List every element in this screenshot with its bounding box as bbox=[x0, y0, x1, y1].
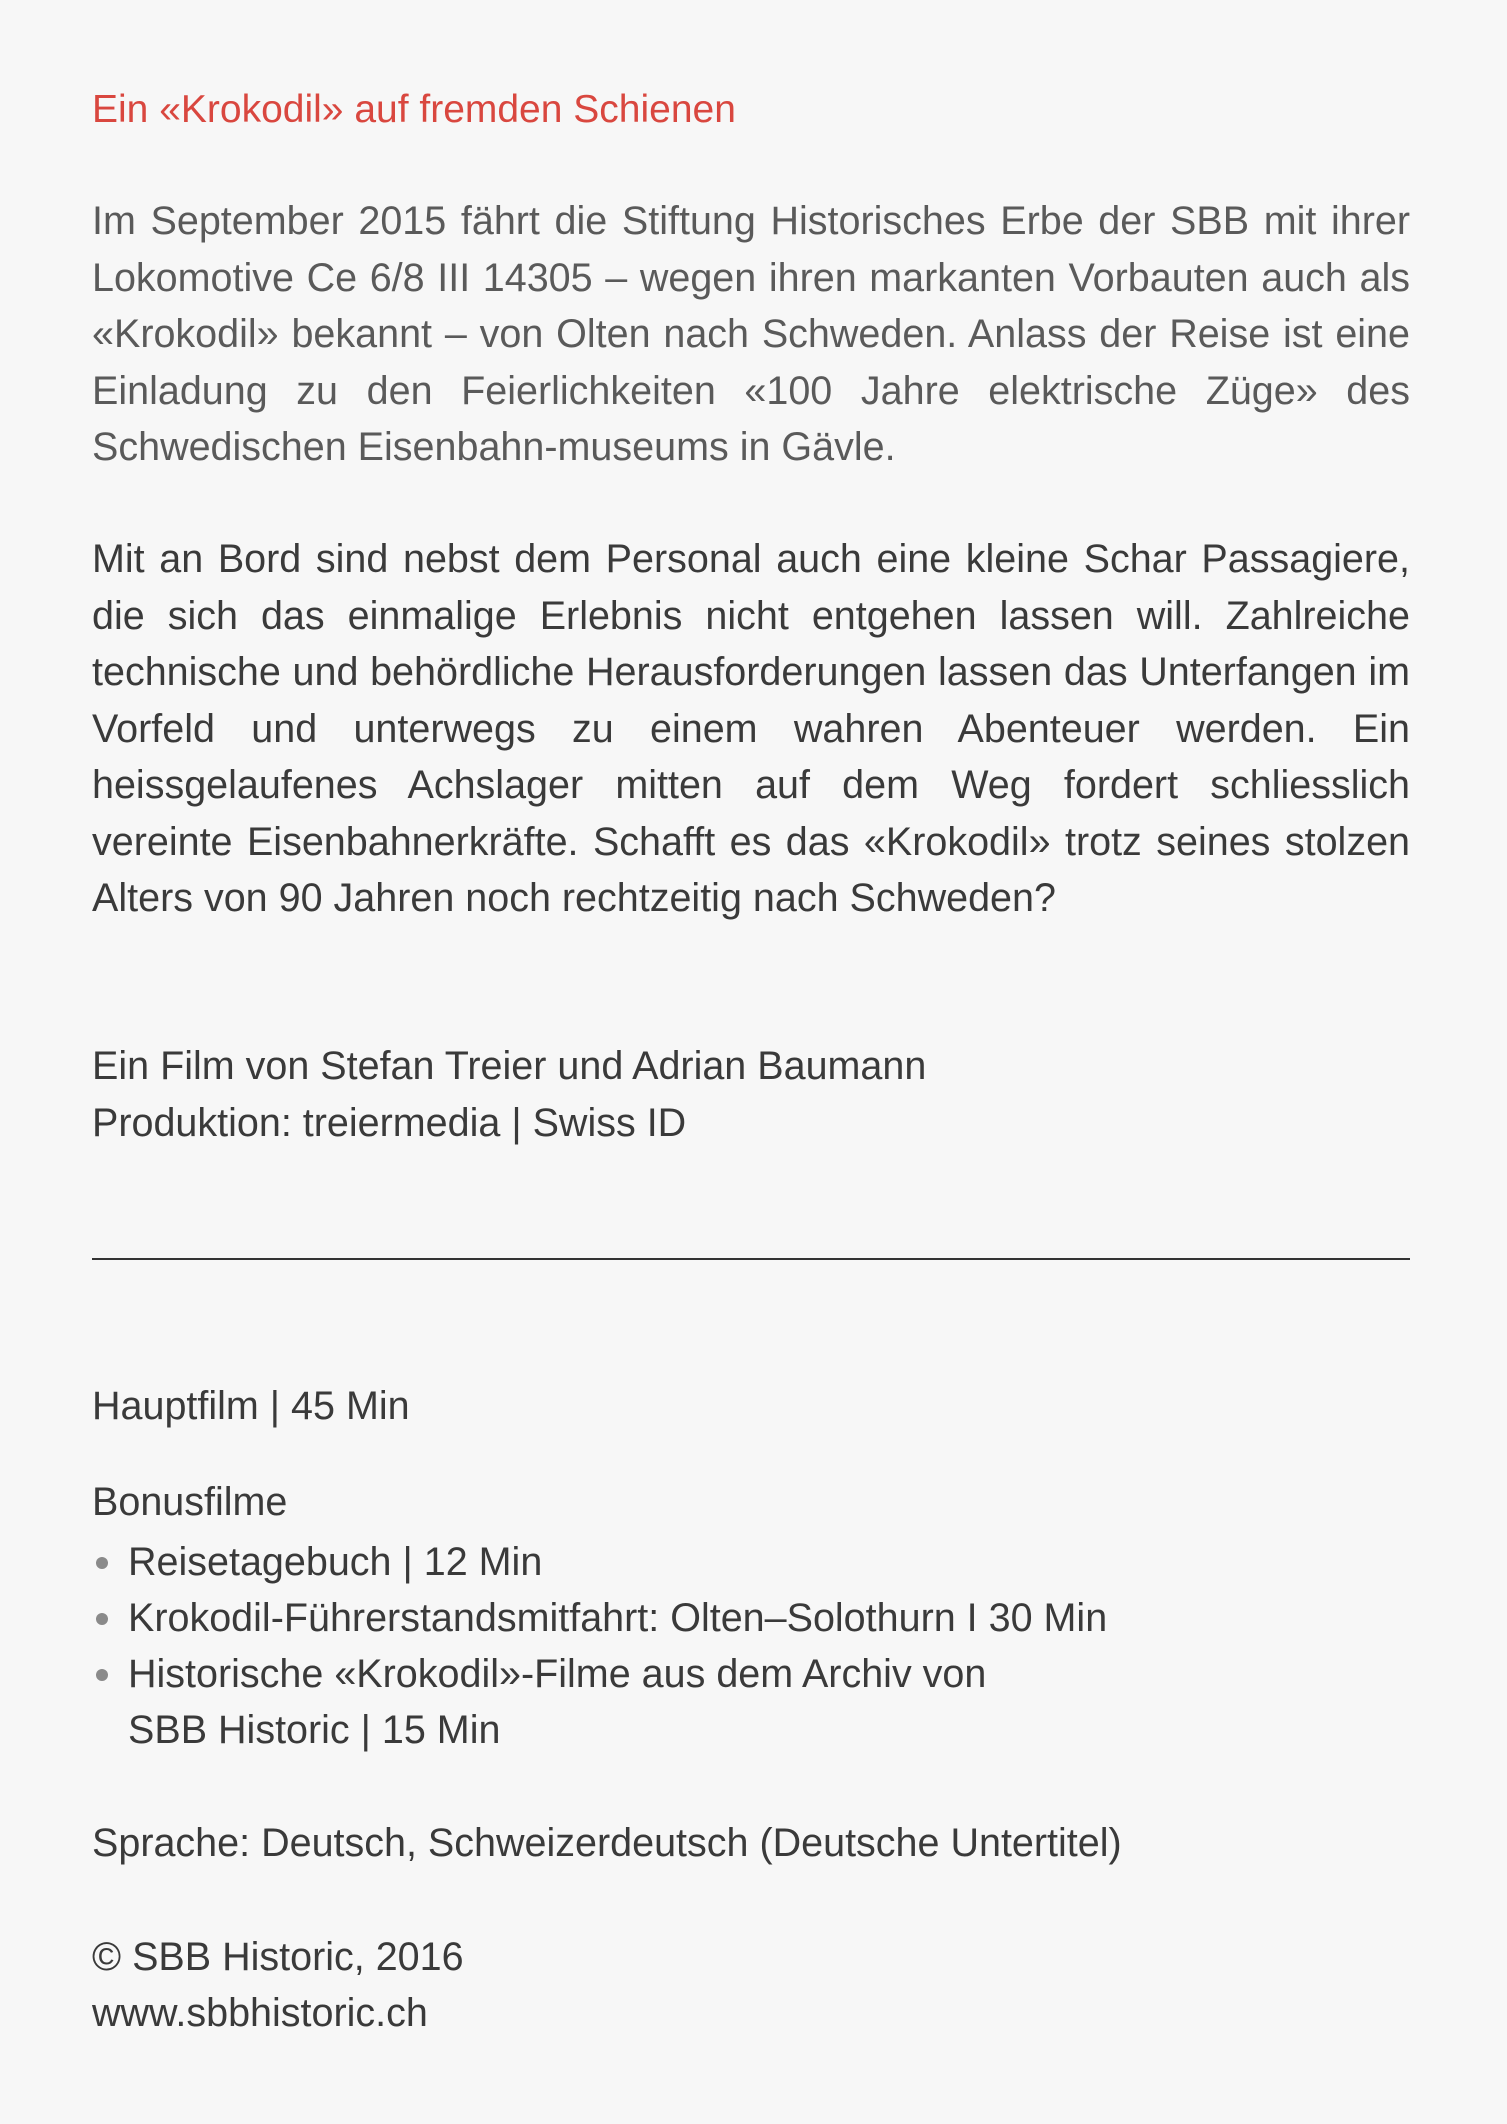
film-title: Ein «Krokodil» auf fremden Schienen bbox=[92, 88, 736, 131]
bonus-item-label: Reisetagebuch | 12 Min bbox=[128, 1540, 543, 1584]
bonus-list bbox=[92, 1534, 1107, 1758]
section-divider bbox=[92, 1258, 1410, 1260]
bullet-icon bbox=[96, 1669, 108, 1681]
synopsis-paragraph-2: Mit an Bord sind nebst dem Personal auch eine kleine Schar Passagiere, die sich das einmalige Erlebnis nicht entgehen lassen will. Zahlreiche technische und behördliche Herausforderungen lassen das Unterfangen im Vorfeld und unterwegs zu einem wahren Abenteuer werden. Ein heissgelaufenes Achslager mitten auf dem Weg fordert schliesslich vereinte Eisenbahnerkräfte. Schafft es das «Krokodil» trotz seines stolzen Alters von 90 Jahren noch rechtzeitig nach Schweden? bbox=[92, 537, 1410, 920]
bonus-item bbox=[92, 1590, 1107, 1646]
synopsis-paragraph-1: Im September 2015 fährt die Stiftung Historisches Erbe der SBB mit ihrer Lokomotive Ce 6/8 III 14305 – wegen ihren markanten Vorbauten auch als «Krokodil» bekannt – von Olten nach Schweden. Anlass der Reise ist eine Einladung zu den Feierlichkeiten «100 Jahre elektrische Züge» des Schwedischen Eisenbahn-museums in Gävle. bbox=[92, 199, 1410, 469]
bonus-item bbox=[92, 1646, 1107, 1758]
bonus-item-label: Krokodil-Führerstandsmitfahrt: Olten–Solothurn I 30 Min bbox=[128, 1596, 1108, 1640]
bonus-heading: Bonusfilme bbox=[92, 1480, 288, 1524]
copyright-notice: © SBB Historic, 2016 bbox=[92, 1935, 464, 1979]
language-info: Sprache: Deutsch, Schweizerdeutsch (Deutsche Untertitel) bbox=[92, 1821, 1122, 1865]
credits bbox=[92, 1038, 926, 1151]
bonus-item-label: Historische «Krokodil»-Filme aus dem Archiv von bbox=[128, 1652, 987, 1696]
film-by-credit: Ein Film von Stefan Treier und Adrian Baumann bbox=[92, 1044, 927, 1088]
main-film-duration: Hauptfilm | 45 Min bbox=[92, 1384, 410, 1428]
bonus-item bbox=[92, 1534, 1107, 1590]
bullet-icon bbox=[96, 1613, 108, 1625]
bonus-item-label-continued: SBB Historic | 15 Min bbox=[128, 1708, 501, 1752]
bullet-icon bbox=[96, 1557, 108, 1569]
production-credit: Produktion: treiermedia | Swiss ID bbox=[92, 1100, 687, 1145]
website-link[interactable]: www.sbbhistoric.ch bbox=[92, 1991, 428, 2035]
